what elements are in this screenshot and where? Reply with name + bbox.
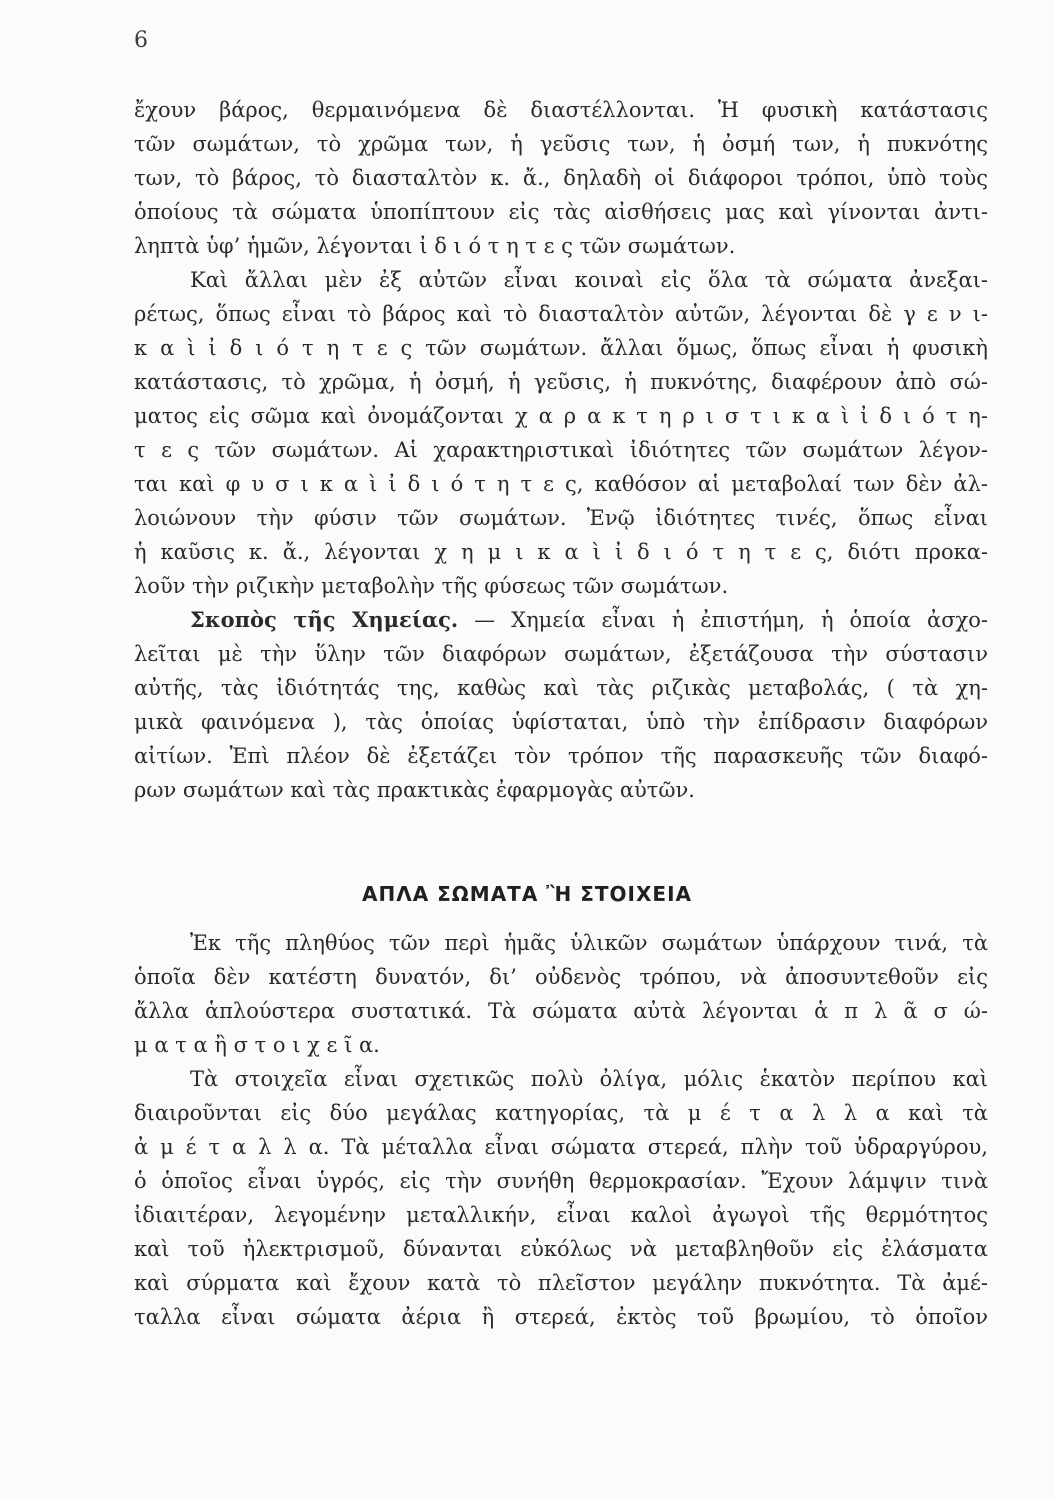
text-line: λοῦν τὴν ριζικὴν μεταβολὴν τῆς φύσεως τῶν σωμάτων. — [134, 574, 729, 598]
text-line: ἰδιαιτέραν, λεγομένην μεταλλικήν, εἶναι καλοὶ ἀγωγοὶ τῆς θερμότητος — [134, 1203, 988, 1227]
body-text-lower — [134, 926, 988, 1334]
text-line: ὁ ὁποῖος εἶναι ὑγρός, εἰς τὴν συνήθη θερμοκρασίαν. Ἔχουν λάμψιν τινὰ — [134, 1169, 988, 1193]
text-line: Καὶ ἄλλαι μὲν ἐξ αὐτῶν εἶναι κοιναὶ εἰς ὅλα τὰ σώματα ἀνεξαι- — [190, 268, 988, 292]
text-line: ματος εἰς σῶμα καὶ ὀνομάζονται χ α ρ α κ τ η ρ ι σ τ ι κ α ὶ ἰ δ ι ό τ η- — [134, 404, 988, 428]
text-line: ται καὶ φ υ σ ι κ α ὶ ἰ δ ι ό τ η τ ε ς, καθόσον αἱ μεταβολαί των δὲν ἀλ- — [134, 472, 988, 496]
text-line: των, τὸ βάρος, τὸ διασταλτὸν κ. ἄ., δηλαδὴ οἱ διάφοροι τρόποι, ὑπὸ τοὺς — [134, 166, 988, 190]
text-line: ἄλλα ἁπλούστερα συστατικά. Τὰ σώματα αὐτὰ λέγονται ἁ π λ ᾶ σ ώ- — [134, 999, 988, 1023]
text-line: τ ε ς τῶν σωμάτων. Αἱ χαρακτηριστικαὶ ἰδιότητες τῶν σωμάτων λέγον- — [134, 438, 988, 462]
text-line: Τὰ στοιχεῖα εἶναι σχετικῶς πολὺ ὀλίγα, μόλις ἑκατὸν περίπου καὶ — [190, 1067, 988, 1091]
text-line: ταλλα εἶναι σώματα ἀέρια ἢ στερεά, ἐκτὸς τοῦ βρωμίου, τὸ ὁποῖον — [134, 1305, 988, 1329]
text-line: ὁποῖα δὲν κατέστη δυνατόν, δι’ οὐδενὸς τρόπου, νὰ ἀποσυντεθοῦν εἰς — [134, 965, 988, 989]
text-line: αὐτῆς, τὰς ἰδιότητάς της, καθὼς καὶ τὰς ριζικὰς μεταβολάς, ( τὰ χη- — [134, 676, 988, 700]
text-line: ρων σωμάτων καὶ τὰς πρακτικὰς ἐφαρμογὰς αὐτῶν. — [134, 778, 695, 802]
section-heading: ΑΠΛΑ ΣΩΜΑΤΑ Ἢ ΣΤΟΙΧΕΙΑ — [362, 882, 692, 906]
text-line: Ἐκ τῆς πληθύος τῶν περὶ ἡμᾶς ὑλικῶν σωμάτων ὑπάρχουν τινά, τὰ — [190, 931, 988, 955]
section-intro-line — [134, 603, 988, 637]
text-line: αἰτίων. Ἐπὶ πλέον δὲ ἐξετάζει τὸν τρόπον τῆς παρασκευῆς τῶν διαφό- — [134, 744, 988, 768]
body-text-upper — [134, 93, 988, 807]
text-line: λεῖται μὲ τὴν ὕλην τῶν διαφόρων σωμάτων, ἐξετάζουσα τὴν σύστασιν — [134, 642, 988, 666]
text-line: καὶ τοῦ ἠλεκτρισμοῦ, δύνανται εὐκόλως νὰ μεταβληθοῦν εἰς ἐλάσματα — [134, 1237, 988, 1261]
text-line: μικὰ φαινόμενα ), τὰς ὁποίας ὑφίσταται, ὑπὸ τὴν ἐπίδρασιν διαφόρων — [134, 710, 988, 734]
text-line: ληπτὰ ὑφ’ ἡμῶν, λέγονται ἰ δ ι ό τ η τ ε ς τῶν σωμάτων. — [134, 234, 736, 258]
text-line: ἀ μ έ τ α λ λ α. Τὰ μέταλλα εἶναι σώματα στερεά, πλὴν τοῦ ὑδραργύρου, — [134, 1135, 988, 1159]
section-title: Σκοπὸς τῆς Χημείας. — [190, 607, 459, 632]
text-line: μ α τ α ἢ σ τ ο ι χ ε ῖ α. — [134, 1033, 380, 1057]
text-line: τῶν σωμάτων, τὸ χρῶμα των, ἡ γεῦσις των, ἡ ὀσμή των, ἡ πυκνότης — [134, 132, 988, 156]
page-number: 6 — [134, 28, 148, 53]
text-line: διαιροῦνται εἰς δύο μεγάλας κατηγορίας, τὰ μ έ τ α λ λ α καὶ τὰ — [134, 1101, 988, 1125]
section-first-line-text: — Χημεία εἶναι ἡ ἐπιστήμη, ἡ ὁποία ἀσχο- — [458, 608, 988, 632]
text-line: κ α ὶ ἰ δ ι ό τ η τ ε ς τῶν σωμάτων. ἄλλαι ὅμως, ὅπως εἶναι ἡ φυσικὴ — [134, 336, 988, 360]
text-line: ἔχουν βάρος, θερμαινόμενα δὲ διαστέλλονται. Ἡ φυσικὴ κατάστασις — [134, 98, 988, 122]
text-line: λοιώνουν τὴν φύσιν τῶν σωμάτων. Ἐνῷ ἰδιότητες τινές, ὅπως εἶναι — [134, 506, 988, 530]
text-line: ἡ καῦσις κ. ἄ., λέγονται χ η μ ι κ α ὶ ἰ δ ι ό τ η τ ε ς, διότι προκα- — [134, 540, 988, 564]
text-line: καὶ σύρματα καὶ ἔχουν κατὰ τὸ πλεῖστον μεγάλην πυκνότητα. Τὰ ἀμέ- — [134, 1271, 988, 1295]
text-line: ρέτως, ὅπως εἶναι τὸ βάρος καὶ τὸ διασταλτὸν αὐτῶν, λέγονται δὲ γ ε ν ι- — [134, 302, 988, 326]
text-line: ὁποίους τὰ σώματα ὑποπίπτουν εἰς τὰς αἰσθήσεις μας καὶ γίνονται ἀντι- — [134, 200, 988, 224]
text-line: κατάστασις, τὸ χρῶμα, ἡ ὀσμή, ἡ γεῦσις, ἡ πυκνότης, διαφέρουν ἀπὸ σώ- — [134, 370, 988, 394]
